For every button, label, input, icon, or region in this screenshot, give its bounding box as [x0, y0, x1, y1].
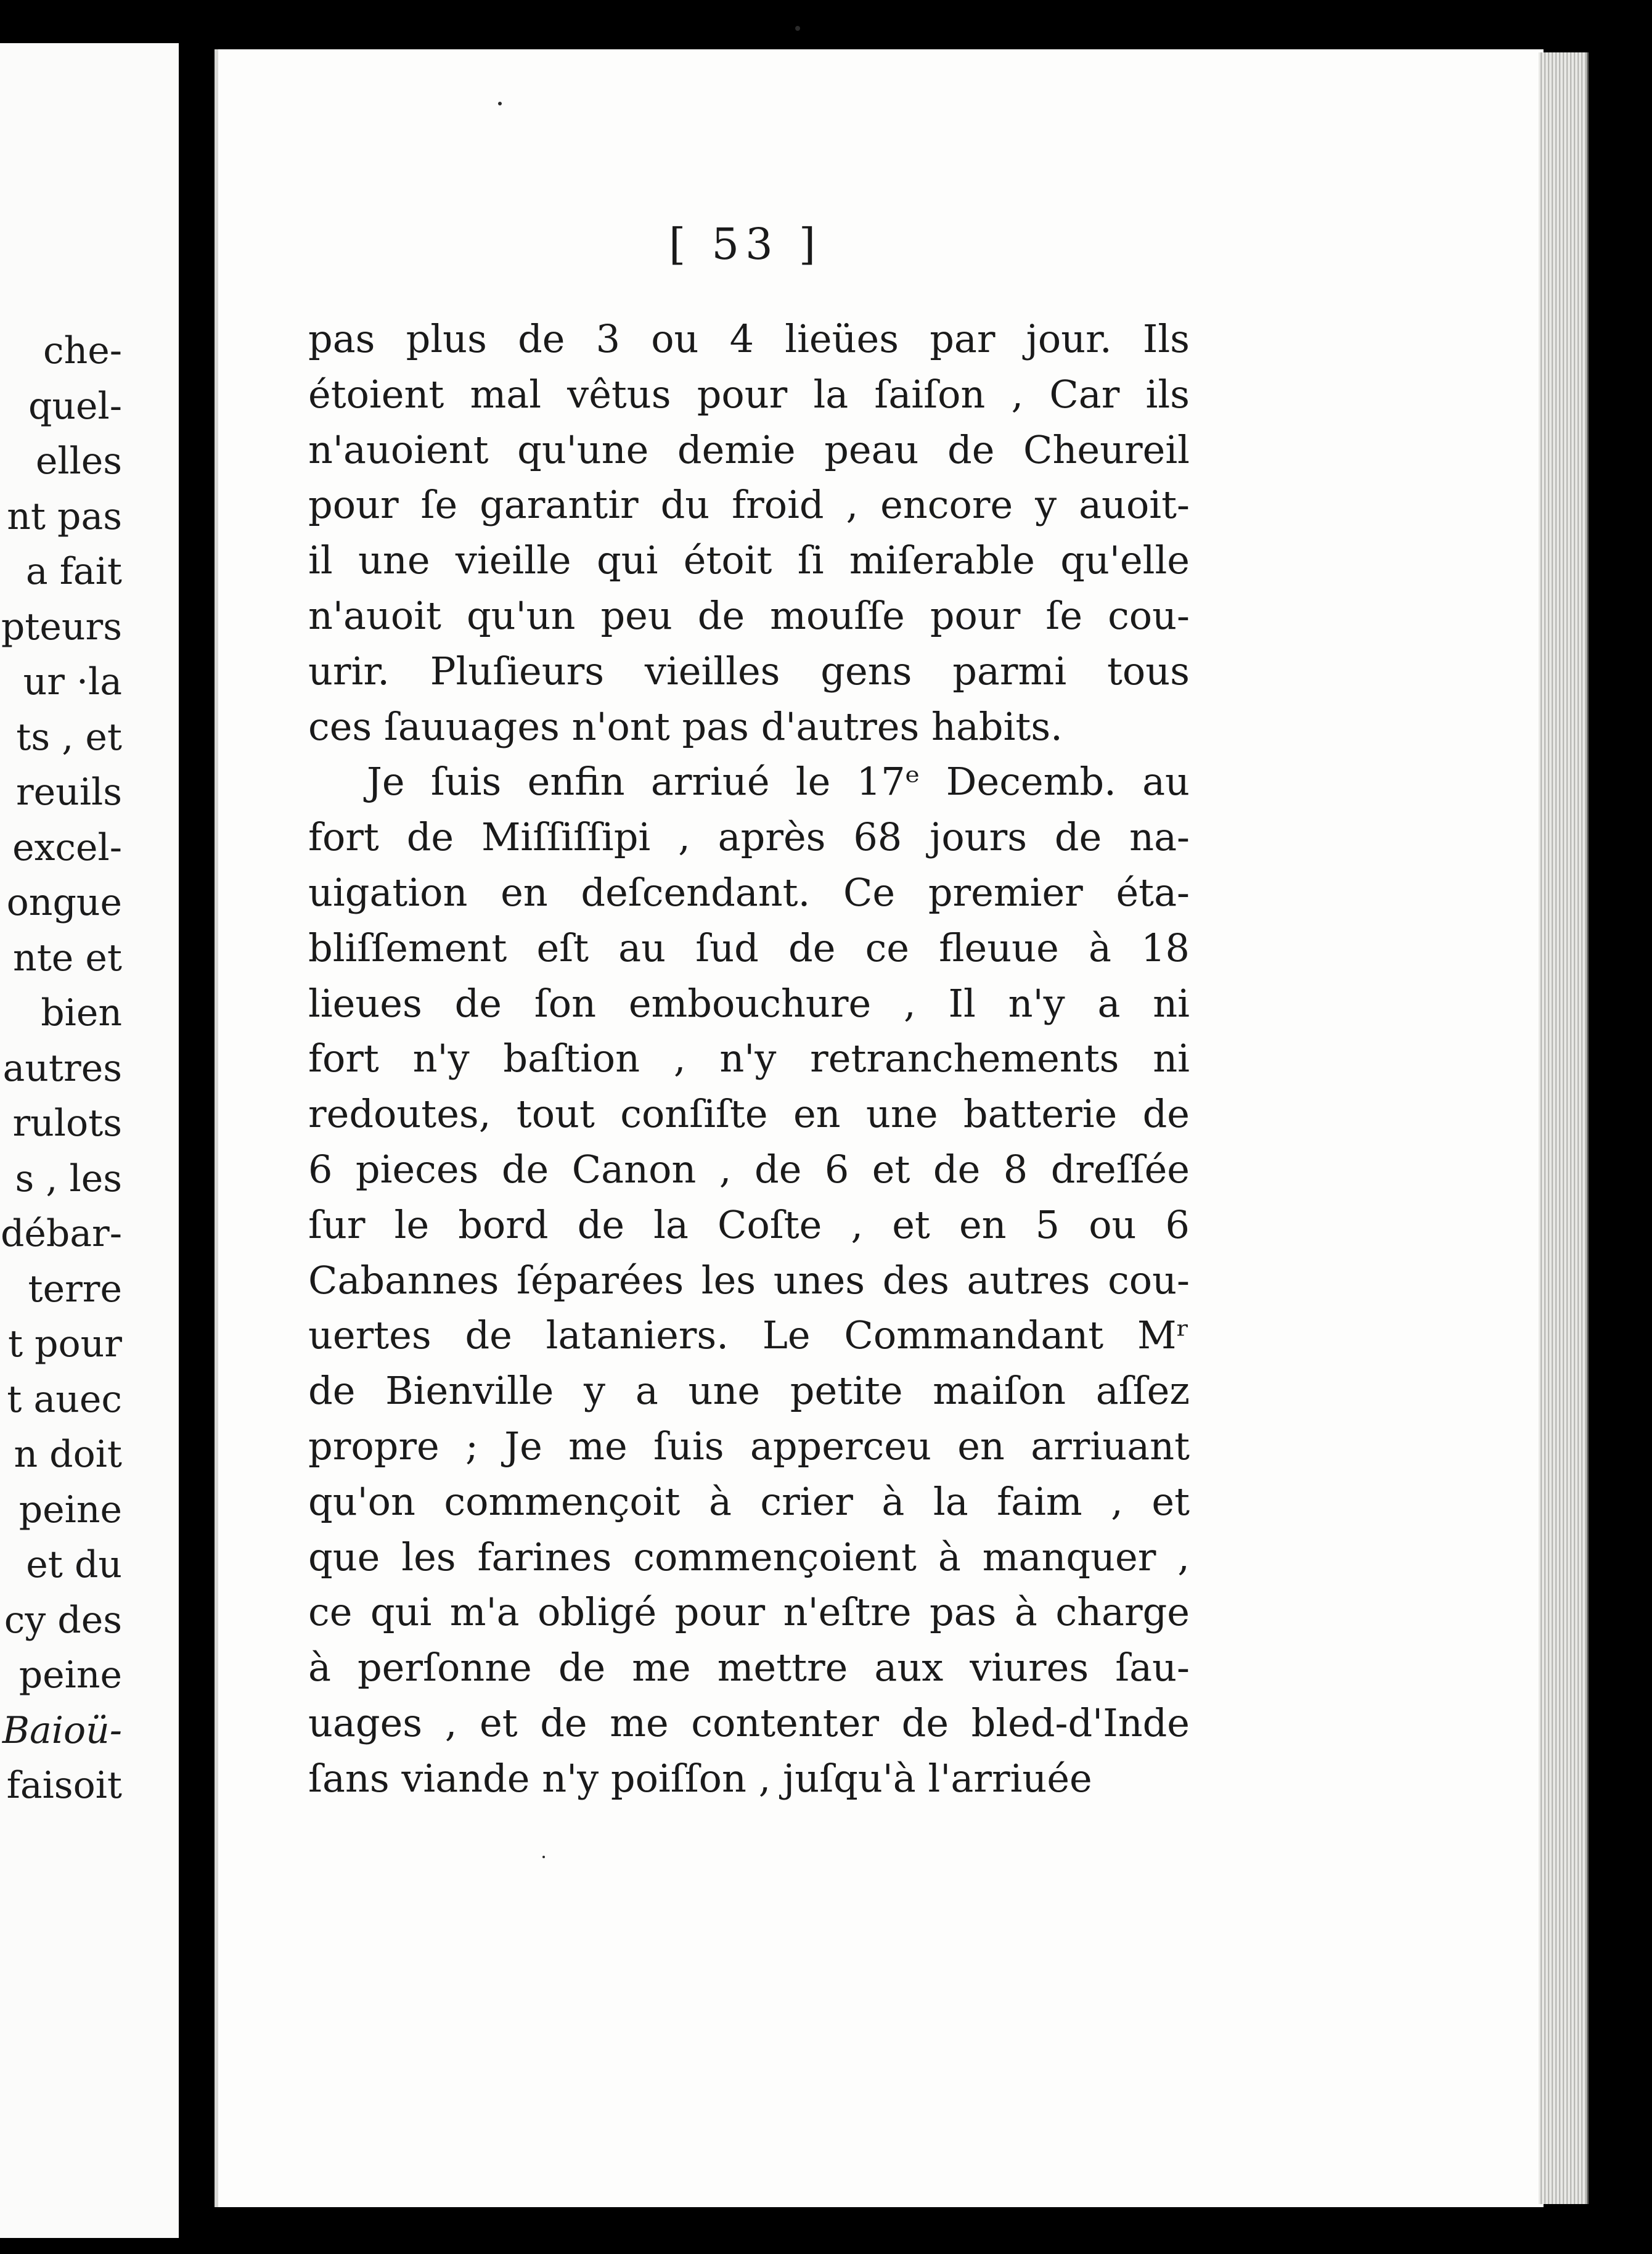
text-line: pas plus de 3 ou 4 lieües par jour. Ils — [308, 316, 1190, 361]
left-fragment-line: s , les — [15, 1157, 122, 1200]
left-fragment-line: cy des — [4, 1598, 122, 1642]
left-fragment-line: peine — [18, 1654, 122, 1697]
speck-mark — [542, 1856, 545, 1858]
left-fragment-line: bien — [41, 991, 122, 1035]
text-line: étoient mal vêtus pour la ſaiſon , Car ils — [308, 371, 1190, 417]
left-fragment-line: autres — [2, 1046, 122, 1090]
text-line: pour ſe garantir du froid , encore y auoit- — [308, 482, 1190, 528]
left-fragment-line: et du — [26, 1543, 122, 1586]
left-fragment-line: t auec — [7, 1377, 122, 1421]
left-fragment-line: n doit — [14, 1433, 122, 1476]
text-line: uigation en deſcendant. Ce premier éta- — [308, 869, 1190, 915]
text-line: uertes de lataniers. Le Commandant Mʳ — [308, 1313, 1190, 1358]
left-fragment-line: che- — [43, 329, 122, 372]
speck-mark — [795, 26, 800, 31]
text-line: uages , et de me contenter de bled-d'Inde — [308, 1700, 1190, 1745]
text-line: Cabannes ſéparées les unes des autres cou- — [308, 1257, 1190, 1303]
text-line: ſans viande n'y poiſſon , juſqu'à l'arriuée — [308, 1755, 1092, 1801]
left-fragment-line: ur ·la — [23, 660, 122, 703]
left-fragment-line: nt pas — [7, 494, 122, 538]
left-fragment-line: faisoit — [6, 1764, 122, 1807]
left-fragment-line: ts , et — [16, 715, 122, 759]
left-fragment-line: a fait — [25, 550, 122, 593]
left-fragment-line: rulots — [12, 1102, 122, 1145]
page-number: [ 53 ] — [669, 219, 822, 269]
left-fragment-line: débar- — [0, 1212, 122, 1255]
body-text — [308, 311, 1190, 1806]
left-fragment-line: ongue — [6, 881, 122, 924]
text-line: Je ſuis enfin arriué le 17ᵉ Decemb. au — [367, 759, 1190, 805]
page-edge-stack — [1539, 52, 1589, 2204]
left-fragment-line: quel- — [28, 384, 122, 428]
text-line: ces ſauuages n'ont pas d'autres habits. — [308, 703, 1063, 749]
text-line: bliſſement eſt au ſud de ce fleuue à 18 — [308, 925, 1190, 970]
text-line: qu'on commençoit à crier à la faim , et — [308, 1478, 1190, 1524]
text-line: ce qui m'a obligé pour n'eſtre pas à charge — [308, 1589, 1190, 1635]
left-fragment-line: Baioü- — [2, 1708, 122, 1752]
left-fragment-line: excel- — [12, 826, 122, 869]
text-line: de Bienville y a une petite maiſon aſſez — [308, 1368, 1190, 1414]
left-fragment-line: t pour — [7, 1322, 122, 1366]
text-line: redoutes, tout conſiſte en une batterie de — [308, 1091, 1190, 1137]
text-line: 6 pieces de Canon , de 6 et de 8 dreſſée — [308, 1146, 1190, 1192]
left-fragment-line: peine — [18, 1488, 122, 1531]
text-line: ſur le bord de la Coſte , et en 5 ou 6 — [308, 1202, 1190, 1247]
text-line: que les farines commençoient à manquer , — [308, 1534, 1190, 1580]
speck-mark — [498, 102, 502, 105]
text-line: urir. Pluſieurs vieilles gens parmi tous — [308, 648, 1190, 694]
text-line: lieues de ſon embouchure , Il n'y a ni — [308, 980, 1190, 1026]
text-line: n'auoient qu'une demie peau de Cheureil — [308, 427, 1190, 472]
text-line: il une vieille qui étoit ſi miſerable qu'elle — [308, 538, 1190, 583]
left-fragment-line: nte et — [13, 936, 122, 980]
text-line: à perſonne de me mettre aux viures ſau- — [308, 1645, 1190, 1690]
left-fragment-line: pteurs — [1, 605, 122, 649]
text-line: fort n'y baſtion , n'y retranchements ni — [308, 1036, 1190, 1081]
text-line: propre ; Je me ſuis apperceu en arriuant — [308, 1423, 1190, 1469]
left-fragment-line: reuils — [15, 771, 122, 814]
left-fragment-line: terre — [28, 1267, 122, 1311]
text-line: n'auoit qu'un peu de mouſſe pour ſe cou- — [308, 592, 1190, 638]
text-line: fort de Miſſiſſipi , après 68 jours de na- — [308, 814, 1190, 860]
left-page-text-fragments — [1, 324, 122, 1814]
left-facing-page — [0, 43, 179, 2238]
left-fragment-line: elles — [35, 440, 122, 483]
